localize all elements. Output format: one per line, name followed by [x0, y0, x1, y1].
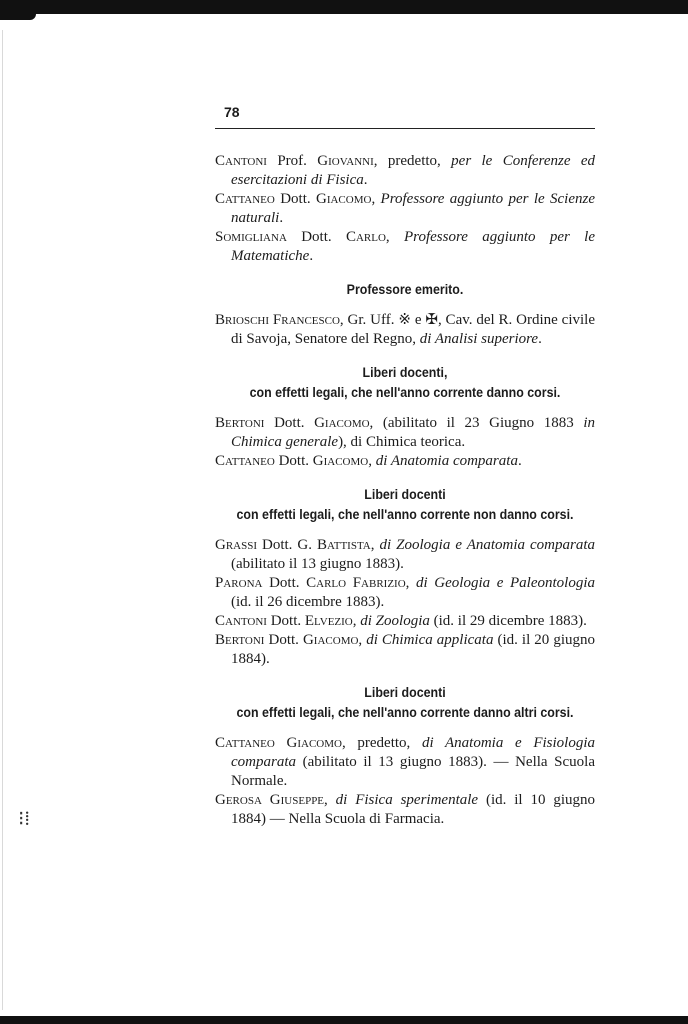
- field-of-teaching: Professore aggiunto per le Matematiche: [231, 229, 596, 264]
- scan-top-border: [0, 0, 688, 14]
- field-of-teaching: in Chimica generale: [231, 415, 596, 450]
- field-of-teaching: di Zoologia: [360, 613, 430, 629]
- entry-end: (id. il 29 dicembre 1883).: [429, 613, 587, 629]
- title: [262, 792, 270, 808]
- title: Dott.: [262, 575, 307, 591]
- entry-list: [215, 414, 595, 471]
- faculty-entry: [215, 536, 595, 574]
- field-of-teaching: di Anatomia e Fisiologia comparata: [231, 735, 595, 770]
- entry-text: ,: [368, 453, 376, 469]
- faculty-entry: [215, 228, 595, 266]
- surname: Parona: [215, 575, 263, 591]
- given-name: Giacomo: [315, 191, 372, 207]
- faculty-entry: [215, 734, 595, 791]
- title: Dott.: [274, 191, 316, 207]
- given-name: Giacomo: [302, 632, 359, 648]
- section: [215, 363, 595, 471]
- section: [215, 280, 595, 349]
- faculty-entry: [215, 152, 595, 190]
- page-left-edge: [2, 30, 3, 1010]
- surname: Cattaneo: [215, 453, 275, 469]
- section: [215, 152, 595, 266]
- entry-text: , predetto,: [341, 735, 422, 751]
- faculty-entry: [215, 791, 595, 829]
- title: Dott.: [274, 453, 313, 469]
- entry-end: (id. il 26 dicembre 1883).: [231, 594, 385, 610]
- faculty-entry: [215, 631, 595, 669]
- faculty-entry: [215, 574, 595, 612]
- entry-end: .: [538, 331, 542, 347]
- entry-end: (id. il 10 giugno 1884) — Nella Scuola di Farmacia.: [231, 792, 596, 827]
- entry-text: , predetto,: [373, 153, 452, 169]
- surname: Gerosa: [215, 792, 262, 808]
- field-of-teaching: di Chimica applicata: [366, 632, 494, 648]
- entry-end: ), di Chimica teorica.: [338, 434, 466, 450]
- surname: Somigliana: [215, 229, 287, 245]
- entry-list: [215, 734, 595, 829]
- field-of-teaching: di Fisica sperimentale: [335, 792, 479, 808]
- given-name: Giovanni: [317, 153, 374, 169]
- given-name: Francesco: [272, 312, 340, 328]
- entry-end: (abilitato il 13 giugno 1883).: [231, 556, 404, 572]
- entry-list: [215, 311, 595, 349]
- title: Dott.: [264, 632, 303, 648]
- given-name: Giuseppe: [269, 792, 325, 808]
- page-content: [215, 152, 595, 843]
- faculty-entry: [215, 452, 595, 471]
- entry-end: .: [517, 453, 522, 469]
- surname: Brioschi: [215, 312, 270, 328]
- field-of-teaching: di Analisi superiore: [419, 331, 539, 347]
- section: [215, 683, 595, 829]
- section-heading: con effetti legali, che nell'anno corrente danno corsi.: [249, 385, 561, 400]
- scan-corner-mark: [0, 0, 36, 20]
- field-of-teaching: Professore aggiunto per le Scienze naturali: [231, 191, 595, 226]
- given-name: Giacomo: [314, 415, 370, 431]
- field-of-teaching: di Zoologia e Anatomia comparata: [379, 537, 596, 553]
- entry-list: [215, 152, 595, 266]
- given-name: Elvezio: [304, 613, 353, 629]
- section: [215, 485, 595, 669]
- surname: Cantoni: [215, 613, 267, 629]
- field-of-teaching: per le Conferenze ed esercitazioni di Fisica: [231, 153, 595, 188]
- section-heading: con effetti legali, che nell'anno corrente danno altri corsi.: [236, 705, 574, 720]
- entry-end: (id. il 20 giugno 1884).: [231, 632, 596, 667]
- surname: Grassi: [215, 537, 258, 553]
- section-heading: con effetti legali, che nell'anno corrente non danno corsi.: [236, 507, 574, 522]
- entry-text: , (abilitato il 23 Giugno 1883: [369, 415, 584, 431]
- surname: Cattaneo: [215, 191, 275, 207]
- title: Dott.: [266, 613, 305, 629]
- faculty-entry: [215, 311, 595, 349]
- entry-text: ,: [324, 792, 336, 808]
- entry-end: .: [279, 210, 284, 226]
- faculty-entry: [215, 190, 595, 228]
- title: Dott.: [264, 415, 315, 431]
- entry-text: ,: [405, 575, 417, 591]
- surname: Bertoni: [215, 632, 265, 648]
- given-name: Carlo: [345, 229, 386, 245]
- entry-text: , Gr. Uff. ※ e ✠, Cav. del R. Ordine civile di Savoja, Senatore del Regno,: [231, 312, 596, 347]
- section-heading: Professore emerito.: [346, 282, 464, 297]
- title: [275, 735, 287, 751]
- scan-bottom-border: [0, 1016, 688, 1024]
- entry-text: ,: [370, 537, 380, 553]
- entry-end: .: [309, 248, 314, 264]
- faculty-entry: [215, 612, 595, 631]
- surname: Bertoni: [215, 415, 265, 431]
- field-of-teaching: di Geologia e Paleontologia: [416, 575, 596, 591]
- entry-list: [215, 536, 595, 669]
- title: Dott.: [286, 229, 346, 245]
- title: Prof.: [266, 153, 318, 169]
- section-heading: Liberi docenti: [364, 487, 446, 502]
- faculty-entry: [215, 414, 595, 452]
- header-rule: [215, 128, 595, 129]
- field-of-teaching: di Anatomia comparata: [375, 453, 518, 469]
- given-name: Giacomo: [312, 453, 369, 469]
- section-heading: Liberi docenti,: [362, 365, 448, 380]
- margin-mark: ⁝⁞: [18, 808, 30, 830]
- title: Dott. G.: [257, 537, 317, 553]
- page-number: 78: [224, 104, 240, 120]
- given-name: Carlo Fabrizio: [306, 575, 406, 591]
- entry-text: ,: [358, 632, 367, 648]
- entry-text: ,: [371, 191, 381, 207]
- given-name: Giacomo: [286, 735, 342, 751]
- given-name: Battista: [317, 537, 371, 553]
- surname: Cantoni: [215, 153, 267, 169]
- entry-text: ,: [352, 613, 361, 629]
- entry-end: (abilitato il 13 giugno 1883). — Nella Scuola Normale.: [231, 754, 595, 789]
- surname: Cattaneo: [215, 735, 275, 751]
- section-heading: Liberi docenti: [364, 685, 446, 700]
- entry-text: ,: [385, 229, 404, 245]
- entry-end: .: [363, 172, 368, 188]
